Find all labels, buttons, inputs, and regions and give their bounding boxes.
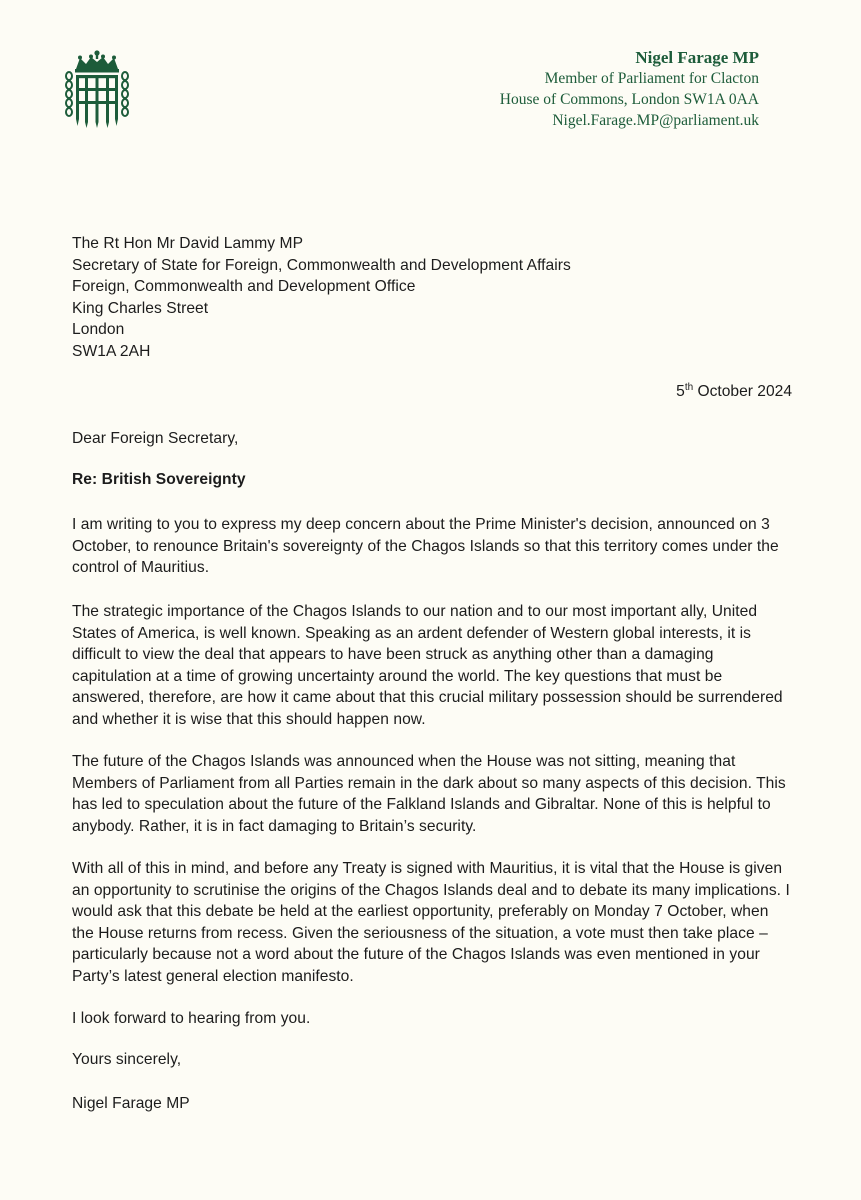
portcullis-icon [64,50,130,128]
recipient-office: Foreign, Commonwealth and Development Office [72,278,416,296]
date-suffix: th [684,382,694,393]
sender-constituency: Member of Parliament for Clacton [544,70,759,87]
sender-email: Nigel.Farage.MP@parliament.uk [552,112,759,129]
paragraph-2-text: The strategic importance of the Chagos Islands to our nation and to our most important ally, United States of America, is well known. Speaking as an ardent defender of Western global interests, it is difficult to view the deal that appears to have been struck as anything other than a damaging capitulation at a time of growing uncertainty around the world. The key questions that must be answered, therefore, are how it came about that this crucial military possession should be surrendered and whether it is wise that this should happen now. [72,603,783,728]
recipient-street: King Charles Street [72,299,209,317]
recipient-city: London [72,321,125,339]
recipient-name: The Rt Hon Mr David Lammy MP [72,235,304,252]
paragraph-4 [72,858,792,988]
paragraph-3 [72,751,792,837]
sender-address: House of Commons, London SW1A 0AA [499,91,759,108]
recipient-title: Secretary of State for Foreign, Commonwealth and Development Affairs [72,256,571,274]
paragraph-3-text: The future of the Chagos Islands was announced when the House was not sitting, meaning that Members of Parliament from all Parties remain in the dark about so many aspects of this decision. This has led to speculation about the future of the Falkland Islands and Gibraltar. None of this is helpful to anybody. Rather, it is in fact damaging to Britain’s security. [72,753,786,835]
paragraph-2 [72,601,792,731]
signature-name: Nigel Farage MP [72,1095,190,1112]
closing-line: I look forward to hearing from you. [72,1010,311,1027]
paragraph-1-text: I am writing to you to express my deep concern about the Prime Minister's decision, announced on 3 October, to renounce Britain's sovereignty of the Chagos Islands so that this territory comes under the control of Mauritius. [72,516,779,577]
paragraph-4-text: With all of this in mind, and before any Treaty is signed with Mauritius, it is vital that the House is given an opportunity to scrutinise the origins of the Chagos Islands deal and to debate its many implications. I would ask that this debate be held at the earliest opportunity, preferably on Monday 7 October, when the House returns from recess. Given the seriousness of the situation, a vote must then take place – particularly because not a word about the future of the Chagos Islands was even mentioned in your Party’s latest general election manifesto. [72,860,790,985]
letter-date [676,383,792,401]
salutation: Dear Foreign Secretary, [72,430,239,447]
paragraph-1 [72,514,792,579]
sign-off: Yours sincerely, [72,1051,182,1068]
date-month-year: October 2024 [697,383,792,400]
sender-name: Nigel Farage MP [635,48,759,67]
subject-line: Re: British Sovereignty [72,471,246,488]
date-day: 5 [676,383,685,400]
recipient-postcode: SW1A 2AH [72,342,151,360]
sender-block [500,47,759,131]
recipient-address [72,233,792,363]
